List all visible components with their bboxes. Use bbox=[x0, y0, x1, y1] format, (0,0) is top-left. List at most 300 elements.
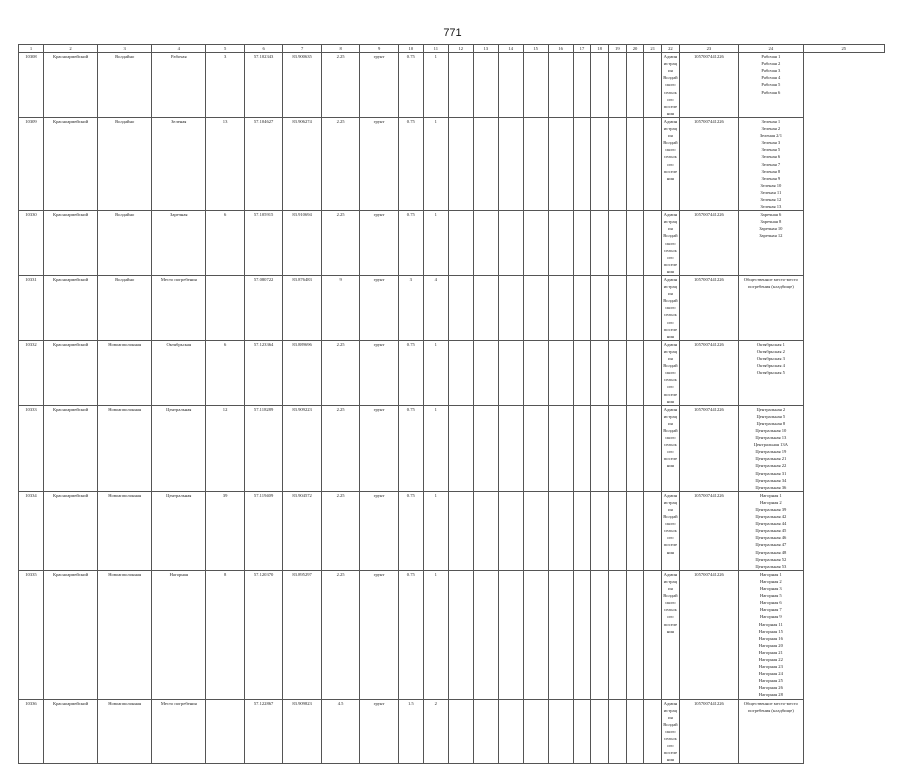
column-header: 16 bbox=[548, 45, 573, 53]
cell-district: Красноармейский bbox=[43, 340, 97, 405]
cell-empty bbox=[626, 276, 644, 341]
cell-lon: 83.876483 bbox=[283, 276, 322, 341]
site-line: Заречная 12 bbox=[759, 233, 783, 239]
column-header: 25 bbox=[803, 45, 884, 53]
cell-admin bbox=[662, 570, 680, 699]
cell-empty bbox=[644, 117, 662, 210]
table-row bbox=[19, 53, 885, 118]
site-line: Центральная 53 bbox=[755, 563, 787, 569]
cell-containers: 4 bbox=[423, 276, 448, 341]
cell-ogrn: 1057007441226 bbox=[679, 117, 738, 210]
cell-empty bbox=[626, 340, 644, 405]
cell-containers: 1 bbox=[423, 405, 448, 491]
cell-volume: 0.75 bbox=[398, 340, 423, 405]
site-line: Центральная 8 bbox=[756, 420, 786, 426]
cell-containers: 1 bbox=[423, 491, 448, 570]
site-line: Зеленая 1 bbox=[761, 118, 781, 124]
column-header: 6 bbox=[244, 45, 283, 53]
cell-sites bbox=[739, 211, 804, 276]
cell-empty bbox=[498, 340, 523, 405]
cell-lon: 83.909823 bbox=[283, 699, 322, 764]
cell-street: Центральная bbox=[152, 405, 206, 491]
cell-empty bbox=[626, 117, 644, 210]
cell-lat: 57.119409 bbox=[244, 491, 283, 570]
cell-empty bbox=[473, 211, 498, 276]
site-line: Нагорная 1 bbox=[759, 492, 782, 498]
admin-line: сельского поселения bbox=[663, 312, 678, 339]
table-row bbox=[19, 570, 885, 699]
cell-area: 4.5 bbox=[321, 699, 360, 764]
site-line: Центральная 31 bbox=[755, 470, 787, 476]
site-line: Центральная 52 bbox=[755, 556, 787, 562]
cell-surface: грунт bbox=[360, 276, 399, 341]
cell-surface: грунт bbox=[360, 699, 399, 764]
cell-street: Нагорная bbox=[152, 570, 206, 699]
cell-area: 2.25 bbox=[321, 211, 360, 276]
site-line: Зеленая 7 bbox=[761, 161, 781, 167]
cell-empty bbox=[591, 570, 609, 699]
cell-area: 2.25 bbox=[321, 53, 360, 118]
cell-ogrn: 1057007441226 bbox=[679, 699, 738, 764]
column-header: 14 bbox=[498, 45, 523, 53]
column-header: 8 bbox=[321, 45, 360, 53]
cell-empty bbox=[448, 699, 473, 764]
cell-empty bbox=[591, 491, 609, 570]
cell-empty bbox=[498, 211, 523, 276]
site-line: Заречная 8 bbox=[760, 219, 782, 225]
cell-settlement: Волдайно bbox=[98, 276, 152, 341]
cell-area: 2.25 bbox=[321, 405, 360, 491]
cell-empty bbox=[448, 117, 473, 210]
admin-line: сельского поселения bbox=[663, 607, 678, 634]
site-line: Зеленая 13 bbox=[760, 204, 782, 210]
cell-surface: грунт bbox=[360, 211, 399, 276]
cell-lat: 57.122867 bbox=[244, 699, 283, 764]
cell-empty bbox=[609, 211, 627, 276]
cell-lat: 57.080722 bbox=[244, 276, 283, 341]
cell-containers: 2 bbox=[423, 699, 448, 764]
cell-empty bbox=[448, 570, 473, 699]
admin-line: Волдайского bbox=[663, 721, 678, 734]
cell-id: 10330 bbox=[19, 211, 44, 276]
cell-empty bbox=[609, 117, 627, 210]
cell-empty bbox=[626, 211, 644, 276]
cell-empty bbox=[609, 405, 627, 491]
column-header: 12 bbox=[448, 45, 473, 53]
cell-volume: 0.75 bbox=[398, 405, 423, 491]
site-line: Центральная 5 bbox=[756, 413, 786, 419]
column-header: 9 bbox=[360, 45, 399, 53]
site-line: Зеленая 2/1 bbox=[759, 133, 782, 139]
cell-volume: 0.75 bbox=[398, 491, 423, 570]
column-header: 21 bbox=[644, 45, 662, 53]
cell-lat: 57.120370 bbox=[244, 570, 283, 699]
site-line: Зеленая 8 bbox=[761, 168, 781, 174]
table-header bbox=[19, 45, 885, 53]
site-line: Нагорная 11 bbox=[758, 621, 783, 627]
cell-empty bbox=[523, 276, 548, 341]
cell-lat: 57.118289 bbox=[244, 405, 283, 491]
cell-ogrn: 1057007441226 bbox=[679, 405, 738, 491]
table-row bbox=[19, 491, 885, 570]
cell-street: Заречная bbox=[152, 211, 206, 276]
column-header: 20 bbox=[626, 45, 644, 53]
cell-empty bbox=[644, 491, 662, 570]
cell-empty bbox=[609, 340, 627, 405]
cell-house: 13 bbox=[206, 117, 245, 210]
cell-empty bbox=[573, 53, 591, 118]
admin-line: сельского поселения bbox=[663, 89, 678, 116]
column-header: 7 bbox=[283, 45, 322, 53]
cell-lon: 83.904572 bbox=[283, 491, 322, 570]
cell-surface: грунт bbox=[360, 340, 399, 405]
cell-empty bbox=[548, 491, 573, 570]
cell-empty bbox=[609, 276, 627, 341]
site-line: Нагорная 25 bbox=[758, 678, 783, 684]
cell-ogrn: 1057007441226 bbox=[679, 211, 738, 276]
cell-district: Красноармейский bbox=[43, 699, 97, 764]
column-header: 10 bbox=[398, 45, 423, 53]
column-header: 23 bbox=[679, 45, 738, 53]
cell-house bbox=[206, 699, 245, 764]
site-line: Центральная 44 bbox=[755, 521, 787, 527]
column-header: 13 bbox=[473, 45, 498, 53]
site-line: Рабочая 3 bbox=[761, 68, 781, 74]
cell-empty bbox=[591, 53, 609, 118]
site-line: Нагорная 24 bbox=[758, 671, 783, 677]
cell-empty bbox=[609, 699, 627, 764]
cell-empty bbox=[448, 405, 473, 491]
site-line: Октябрьская 4 bbox=[756, 363, 785, 369]
cell-containers: 1 bbox=[423, 570, 448, 699]
site-line: Нагорная 22 bbox=[758, 656, 783, 662]
site-line: Зеленая 11 bbox=[760, 189, 782, 195]
cell-lat: 57.104627 bbox=[244, 117, 283, 210]
cell-empty bbox=[591, 276, 609, 341]
cell-settlement: Новоапполонная bbox=[98, 491, 152, 570]
cell-district: Красноармейский bbox=[43, 491, 97, 570]
cell-empty bbox=[548, 405, 573, 491]
cell-house: 39 bbox=[206, 491, 245, 570]
column-header: 4 bbox=[152, 45, 206, 53]
cell-street: Рабочая bbox=[152, 53, 206, 118]
page-number: 771 bbox=[443, 27, 462, 39]
site-line: Нагорная 3 bbox=[759, 586, 782, 592]
cell-empty bbox=[573, 699, 591, 764]
cell-containers: 1 bbox=[423, 117, 448, 210]
site-line: Нагорная 28 bbox=[758, 692, 783, 698]
column-header: 17 bbox=[573, 45, 591, 53]
cell-empty bbox=[473, 699, 498, 764]
site-line: Центральная 10 bbox=[755, 427, 787, 433]
cell-ogrn: 1057007441226 bbox=[679, 340, 738, 405]
cell-empty bbox=[498, 53, 523, 118]
cell-area: 2.25 bbox=[321, 117, 360, 210]
cell-empty bbox=[626, 53, 644, 118]
site-line: Октябрьская 2 bbox=[756, 348, 785, 354]
admin-line: Волдайского bbox=[663, 514, 678, 527]
cell-empty bbox=[523, 491, 548, 570]
cell-empty bbox=[573, 117, 591, 210]
site-line: Рабочая 1 bbox=[761, 54, 781, 60]
cell-street: Место погребения bbox=[152, 699, 206, 764]
cell-containers: 1 bbox=[423, 211, 448, 276]
column-header: 3 bbox=[98, 45, 152, 53]
site-line: Центральная 22 bbox=[755, 463, 787, 469]
column-header: 15 bbox=[523, 45, 548, 53]
cell-empty bbox=[591, 211, 609, 276]
cell-empty bbox=[498, 276, 523, 341]
cell-sites bbox=[739, 276, 804, 341]
cell-admin bbox=[662, 699, 680, 764]
cell-empty bbox=[591, 117, 609, 210]
site-line: Нагорная 16 bbox=[758, 635, 783, 641]
cell-ogrn: 1057007441226 bbox=[679, 53, 738, 118]
cell-empty bbox=[644, 340, 662, 405]
cell-admin bbox=[662, 117, 680, 210]
cell-admin bbox=[662, 340, 680, 405]
site-line: Зеленая 9 bbox=[761, 175, 781, 181]
cell-empty bbox=[498, 570, 523, 699]
cell-house: 6 bbox=[206, 340, 245, 405]
cell-empty bbox=[609, 570, 627, 699]
cell-surface: грунт bbox=[360, 491, 399, 570]
cell-surface: грунт bbox=[360, 53, 399, 118]
cell-id: 10336 bbox=[19, 699, 44, 764]
site-line: Центральная 19 bbox=[755, 449, 787, 455]
cell-district: Красноармейский bbox=[43, 117, 97, 210]
cell-settlement: Волдайно bbox=[98, 117, 152, 210]
cell-empty bbox=[573, 276, 591, 341]
cell-empty bbox=[626, 570, 644, 699]
cell-containers: 1 bbox=[423, 53, 448, 118]
cell-empty bbox=[548, 276, 573, 341]
cell-empty bbox=[523, 53, 548, 118]
cell-volume: 0.75 bbox=[398, 570, 423, 699]
table-row bbox=[19, 340, 885, 405]
cell-area: 9 bbox=[321, 276, 360, 341]
site-line: Центральная 46 bbox=[755, 535, 787, 541]
site-line: Нагорная 7 bbox=[759, 607, 782, 613]
site-line: Общественное место-место погребения (кладбище) bbox=[743, 700, 798, 713]
cell-admin bbox=[662, 491, 680, 570]
table-body bbox=[19, 53, 885, 764]
site-line: Зеленая 10 bbox=[760, 182, 782, 188]
cell-empty bbox=[498, 117, 523, 210]
cell-district: Красноармейский bbox=[43, 570, 97, 699]
cell-empty bbox=[626, 491, 644, 570]
cell-empty bbox=[548, 53, 573, 118]
cell-empty bbox=[473, 340, 498, 405]
cell-street: Место погребения bbox=[152, 276, 206, 341]
cell-house: 3 bbox=[206, 53, 245, 118]
cell-surface: грунт bbox=[360, 570, 399, 699]
admin-line: Администрация bbox=[663, 492, 678, 512]
cell-empty bbox=[644, 405, 662, 491]
cell-surface: грунт bbox=[360, 405, 399, 491]
cell-lon: 83.895297 bbox=[283, 570, 322, 699]
cell-empty bbox=[473, 405, 498, 491]
cell-empty bbox=[626, 405, 644, 491]
cell-empty bbox=[523, 570, 548, 699]
admin-line: Волдайского bbox=[663, 427, 678, 441]
cell-empty bbox=[609, 491, 627, 570]
table-row bbox=[19, 211, 885, 276]
cell-empty bbox=[473, 570, 498, 699]
cell-empty bbox=[573, 491, 591, 570]
site-line: Центральная 39 bbox=[755, 507, 787, 512]
cell-ogrn: 1057007441226 bbox=[679, 276, 738, 341]
site-line: Нагорная 20 bbox=[758, 642, 783, 648]
cell-id: 10309 bbox=[19, 117, 44, 210]
site-line: Рабочая 4 bbox=[761, 75, 781, 81]
site-line: Нагорная 21 bbox=[758, 649, 783, 655]
cell-settlement: Новоапполонная bbox=[98, 699, 152, 764]
admin-line: Волдайского bbox=[663, 233, 678, 246]
cell-lat: 57.102343 bbox=[244, 53, 283, 118]
site-line: Зеленая 12 bbox=[760, 196, 782, 202]
cell-empty bbox=[498, 405, 523, 491]
cell-lon: 83.906274 bbox=[283, 117, 322, 210]
cell-empty bbox=[473, 276, 498, 341]
cell-sites bbox=[739, 405, 804, 491]
cell-containers: 1 bbox=[423, 340, 448, 405]
cell-volume: 0.75 bbox=[398, 53, 423, 118]
admin-line: Администрация bbox=[663, 571, 678, 592]
site-line: Центральная 36 bbox=[755, 484, 787, 490]
cell-lon: 83.910694 bbox=[283, 211, 322, 276]
cell-district: Красноармейский bbox=[43, 211, 97, 276]
cell-empty bbox=[591, 699, 609, 764]
cell-empty bbox=[573, 570, 591, 699]
site-line: Зеленая 3 bbox=[761, 140, 781, 146]
site-line: Центральная 42 bbox=[755, 514, 787, 520]
cell-id: 10333 bbox=[19, 405, 44, 491]
column-header: 19 bbox=[609, 45, 627, 53]
cell-empty bbox=[473, 53, 498, 118]
column-header: 11 bbox=[423, 45, 448, 53]
cell-admin bbox=[662, 53, 680, 118]
site-line: Нагорная 1 bbox=[759, 571, 782, 577]
admin-line: Администрация bbox=[663, 700, 678, 720]
cell-sites bbox=[739, 117, 804, 210]
admin-line: Волдайского bbox=[663, 363, 678, 376]
column-header: 5 bbox=[206, 45, 245, 53]
cell-empty bbox=[573, 340, 591, 405]
site-line: Центральная 13А bbox=[753, 442, 788, 448]
cell-street: Центральная bbox=[152, 491, 206, 570]
cell-volume: 0.75 bbox=[398, 211, 423, 276]
cell-empty bbox=[644, 211, 662, 276]
registry-table bbox=[18, 44, 885, 764]
site-line: Заречная 10 bbox=[759, 226, 783, 232]
cell-empty bbox=[448, 340, 473, 405]
site-line: Нагорная 2 bbox=[759, 499, 782, 505]
cell-volume: 1.5 bbox=[398, 699, 423, 764]
admin-line: сельского поселения bbox=[663, 528, 678, 555]
cell-area: 2.25 bbox=[321, 491, 360, 570]
site-line: Общественное место-место погребения (кладбище) bbox=[743, 277, 798, 290]
column-header: 1 bbox=[19, 45, 44, 53]
cell-empty bbox=[548, 340, 573, 405]
cell-empty bbox=[591, 340, 609, 405]
cell-settlement: Новоапполонная bbox=[98, 405, 152, 491]
cell-id: 10334 bbox=[19, 491, 44, 570]
admin-line: Администрация bbox=[663, 212, 678, 232]
table-row bbox=[19, 405, 885, 491]
site-line: Зеленая 5 bbox=[761, 147, 781, 153]
cell-district: Красноармейский bbox=[43, 53, 97, 118]
cell-sites bbox=[739, 491, 804, 570]
cell-empty bbox=[448, 53, 473, 118]
cell-area: 2.25 bbox=[321, 340, 360, 405]
cell-empty bbox=[548, 570, 573, 699]
cell-volume: 3 bbox=[398, 276, 423, 341]
table-row bbox=[19, 117, 885, 210]
site-line: Нагорная 26 bbox=[758, 685, 783, 691]
cell-id: 10332 bbox=[19, 340, 44, 405]
cell-settlement: Волдайно bbox=[98, 53, 152, 118]
cell-empty bbox=[448, 276, 473, 341]
cell-settlement: Волдайно bbox=[98, 211, 152, 276]
cell-empty bbox=[473, 491, 498, 570]
site-line: Центральная 21 bbox=[755, 456, 787, 462]
cell-empty bbox=[644, 53, 662, 118]
cell-lon: 83.889696 bbox=[283, 340, 322, 405]
cell-empty bbox=[626, 699, 644, 764]
column-header: 22 bbox=[662, 45, 680, 53]
column-header: 2 bbox=[43, 45, 97, 53]
cell-empty bbox=[548, 117, 573, 210]
admin-line: Волдайского bbox=[663, 298, 678, 311]
site-line: Центральная 48 bbox=[755, 549, 787, 555]
admin-line: Волдайского bbox=[663, 593, 678, 606]
site-line: Центральная 45 bbox=[755, 528, 787, 534]
site-line: Нагорная 9 bbox=[759, 614, 782, 620]
cell-admin bbox=[662, 211, 680, 276]
cell-volume: 0.75 bbox=[398, 117, 423, 210]
admin-line: Администрация bbox=[663, 277, 678, 297]
cell-empty bbox=[573, 211, 591, 276]
cell-id: 10335 bbox=[19, 570, 44, 699]
table-row bbox=[19, 699, 885, 764]
cell-admin bbox=[662, 405, 680, 491]
site-line: Центральная 13 bbox=[755, 435, 787, 441]
site-line: Центральная 2 bbox=[756, 406, 786, 412]
cell-empty bbox=[644, 570, 662, 699]
cell-empty bbox=[473, 117, 498, 210]
site-line: Центральная 34 bbox=[755, 477, 787, 483]
cell-street: Зеленая bbox=[152, 117, 206, 210]
cell-empty bbox=[548, 211, 573, 276]
cell-district: Красноармейский bbox=[43, 405, 97, 491]
site-line: Октябрьская 3 bbox=[756, 356, 785, 362]
cell-street: Октябрьская bbox=[152, 340, 206, 405]
cell-house: 8 bbox=[206, 570, 245, 699]
cell-empty bbox=[523, 117, 548, 210]
cell-district: Красноармейский bbox=[43, 276, 97, 341]
site-line: Рабочая 6 bbox=[761, 89, 781, 95]
cell-sites bbox=[739, 340, 804, 405]
cell-id: 10331 bbox=[19, 276, 44, 341]
cell-lon: 83.900635 bbox=[283, 53, 322, 118]
site-line: Нагорная 6 bbox=[759, 600, 782, 606]
cell-area: 2.25 bbox=[321, 570, 360, 699]
cell-empty bbox=[609, 53, 627, 118]
cell-empty bbox=[498, 491, 523, 570]
cell-empty bbox=[523, 340, 548, 405]
cell-lat: 57.105915 bbox=[244, 211, 283, 276]
